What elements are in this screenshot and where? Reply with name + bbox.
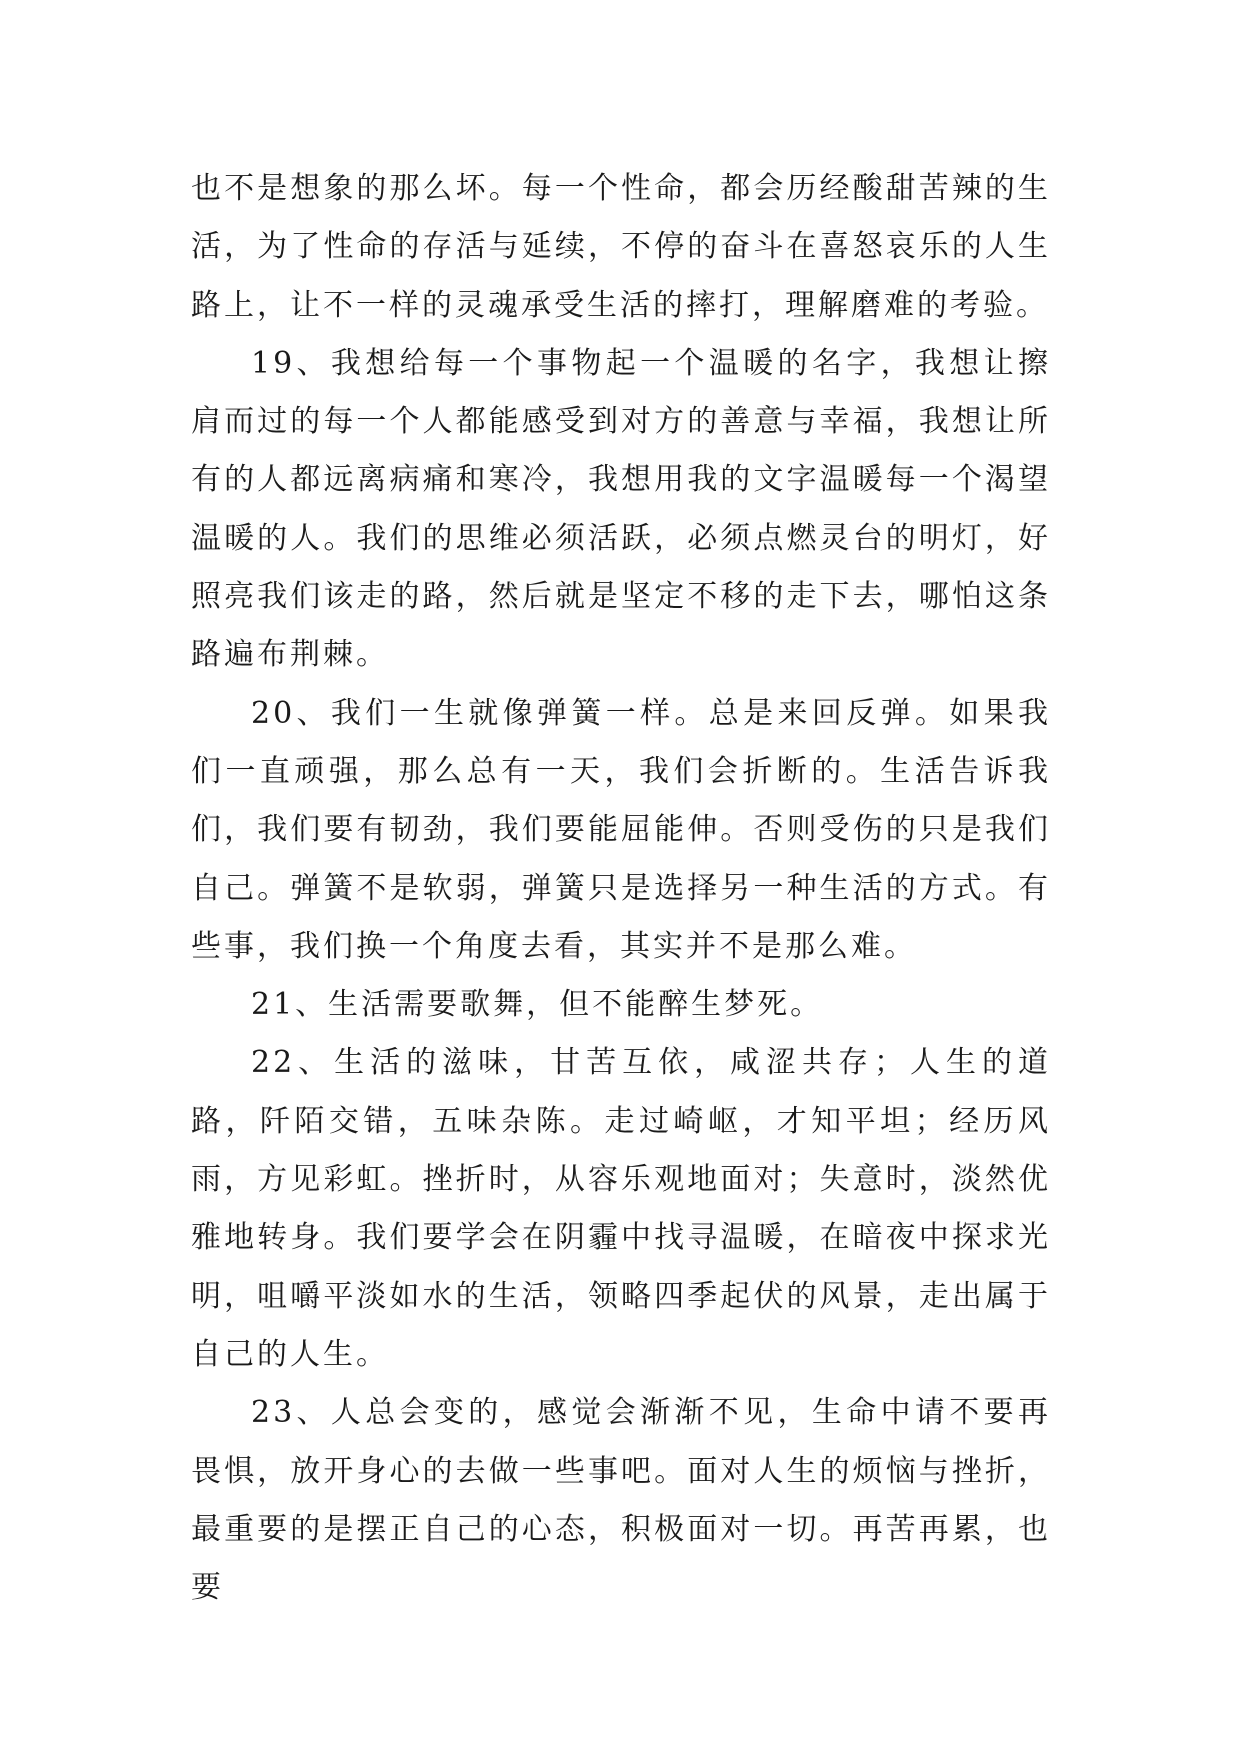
paragraph-item-22: 22、生活的滋味，甘苦互依，咸涩共存；人生的道路，阡陌交错，五味杂陈。走过崎岖，才知平坦；经历风雨，方见彩虹。挫折时，从容乐观地面对；失意时，淡然优雅地转身。我们要学会在阴霾中找寻温暖，在暗夜中探求光明，咀嚼平淡如水的生活，领略四季起伏的风景，走出属于自己的人生。 bbox=[191, 1045, 1051, 1372]
paragraph-item-23: 23、人总会变的，感觉会渐渐不见，生命中请不要再畏惧，放开身心的去做一些事吧。面对人生的烦恼与挫折，最重要的是摆正自己的心态，积极面对一切。再苦再累，也要 bbox=[191, 1395, 1051, 1606]
paragraph-item-19: 19、我想给每一个事物起一个温暖的名字，我想让擦肩而过的每一个人都能感受到对方的善意与幸福，我想让所有的人都远离病痛和寒冷，我想用我的文字温暖每一个渴望温暖的人。我们的思维必须活跃，必须点燃灵台的明灯，好照亮我们该走的路，然后就是坚定不移的走下去，哪怕这条路遍布荆棘。 bbox=[191, 345, 1051, 673]
paragraph-continuation: 也不是想象的那么坏。每一个性命，都会历经酸甜苦辣的生活，为了性命的存活与延续，不停的奋斗在喜怒哀乐的人生路上，让不一样的灵魂承受生活的摔打，理解磨难的考验。 bbox=[191, 171, 1051, 323]
paragraph-item-20: 20、我们一生就像弹簧一样。总是来回反弹。如果我们一直顽强，那么总有一天，我们会折断的。生活告诉我们，我们要有韧劲，我们要能屈能伸。否则受伤的只是我们自己。弹簧不是软弱，弹簧只是选择另一种生活的方式。有些事，我们换一个角度去看，其实并不是那么难。 bbox=[191, 695, 1051, 964]
document-body bbox=[191, 160, 1051, 1617]
paragraph-item-21: 21、生活需要歌舞，但不能醉生梦死。 bbox=[251, 987, 824, 1023]
